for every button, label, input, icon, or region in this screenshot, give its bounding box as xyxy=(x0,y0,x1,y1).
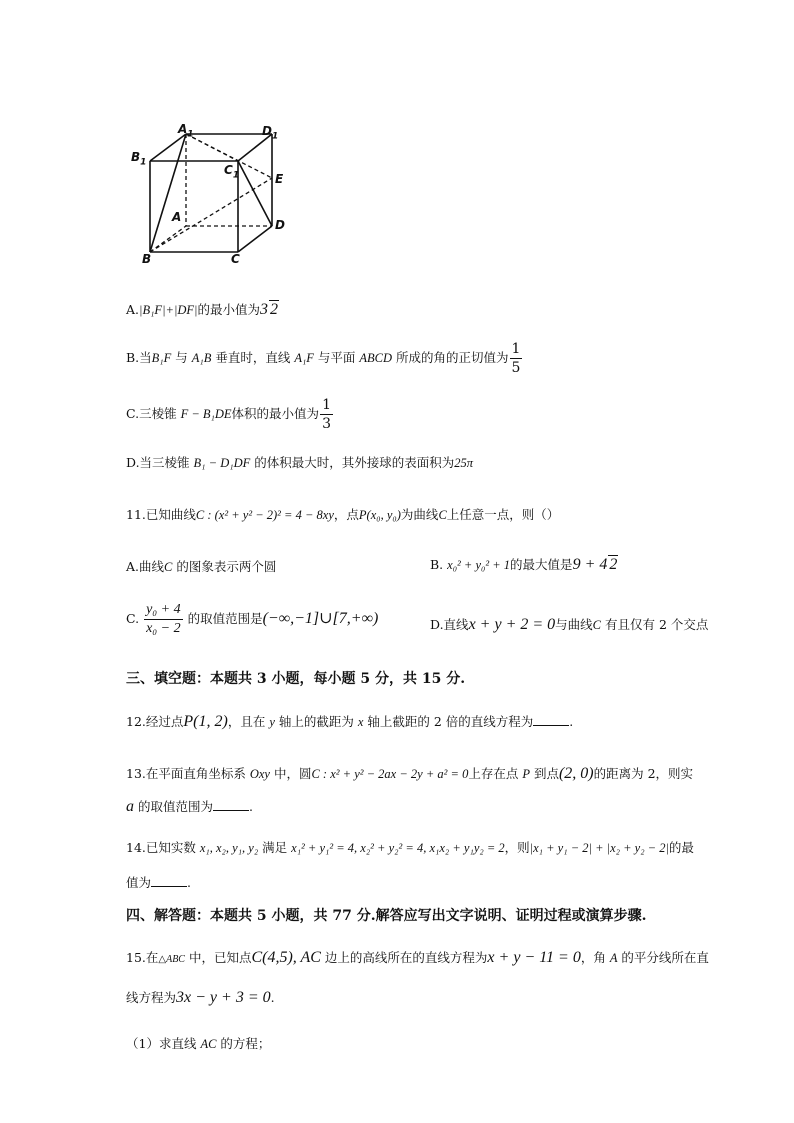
label-c1: $C_1$ xyxy=(224,163,240,181)
q10-option-d: D.当三棱锥 B₁ − D₁DF 的体积最大时，其外接球的表面积为25π xyxy=(126,455,473,470)
label-a1: $A_1$ xyxy=(178,122,194,140)
q11-option-d: D.直线x + y + 2 = 0与曲线C 有且仅有 2 个交点 xyxy=(430,616,709,633)
label-c: C xyxy=(231,252,240,266)
q10-option-b: B.当B₁F 与 A₁B 垂直时，直线 A₁F 与平面 ABCD 所成的角的正切值为 $\frac{1}{5}$ xyxy=(126,341,521,376)
q14-line1: 14.已知实数 x₁, x₂, y₁, y₂ 满足 x₁² + y₁² = 4, x₂² + y₂² = 4, x₁x₂ + y₁y₂ = 2，则|x₁ + y₁ − 2| + |x₂ + y₂ − 2|的最 xyxy=(126,840,694,855)
q15-line2: 线方程为3x − y + 3 = 0. xyxy=(126,989,275,1006)
q10-option-c: C.三棱锥 F − B₁DE体积的最小值为 $\frac{1}{3}$ xyxy=(126,397,331,432)
section-3-title: 三、填空题：本题共 3 小题，每小题 5 分，共 15 分. xyxy=(126,671,466,687)
q13-answer-blank[interactable] xyxy=(213,798,249,811)
q14-answer-blank[interactable] xyxy=(151,874,187,887)
label-d1: $D_1$ xyxy=(262,124,279,142)
q12: 12.经过点P(1, 2)，且在 y 轴上的截距为 x 轴上截距的 2 倍的直线方程为 . xyxy=(126,713,574,730)
q11-option-a: A.曲线C 的图象表示两个圆 xyxy=(126,559,277,574)
section-4-title: 四、解答题：本题共 5 小题，共 77 分.解答应写出文字说明、证明过程或演算步骤. xyxy=(126,908,647,924)
q11-stem: 11.已知曲线C : (x² + y² − 2)² = 4 − 8xy，点P(x₀, y₀)为曲线C上任意一点，则（） xyxy=(126,507,560,522)
label-e: E xyxy=(275,172,284,186)
q15-line1: 15.在△ABC 中，已知点C(4,5), AC 边上的高线所在的直线方程为x + y − 11 = 0，角 A 的平分线所在直 xyxy=(126,949,709,966)
q11-option-b: B. x₀² + y₀² + 1的最大值是9 + 4 2 xyxy=(430,556,618,573)
label-b: B xyxy=(142,252,152,266)
q13-line2: a 的取值范围为 . xyxy=(126,798,253,815)
q11-option-c: C. $\frac{\text{y₀ + 4}}{\text{x₀ − 2}}$ 的取值范围是(−∞,−1]∪[7,+∞) xyxy=(126,602,379,636)
q10-option-a: A.|B₁F|+|DF|的最小值为3 2 xyxy=(126,301,278,318)
label-d: D xyxy=(275,218,285,232)
label-b1: $B_1$ xyxy=(131,150,147,168)
q15-subquestion-1: （1）求直线 AC 的方程； xyxy=(126,1036,271,1051)
label-a: A xyxy=(172,210,182,224)
q14-line2: 值为 . xyxy=(126,875,191,890)
q13-line1: 13.在平面直角坐标系 Oxy 中，圆C : x² + y² − 2ax − 2y + a² = 0上存在点 P 到点(2, 0)的距离为 2，则实 xyxy=(126,765,694,782)
q12-answer-blank[interactable] xyxy=(533,713,569,726)
